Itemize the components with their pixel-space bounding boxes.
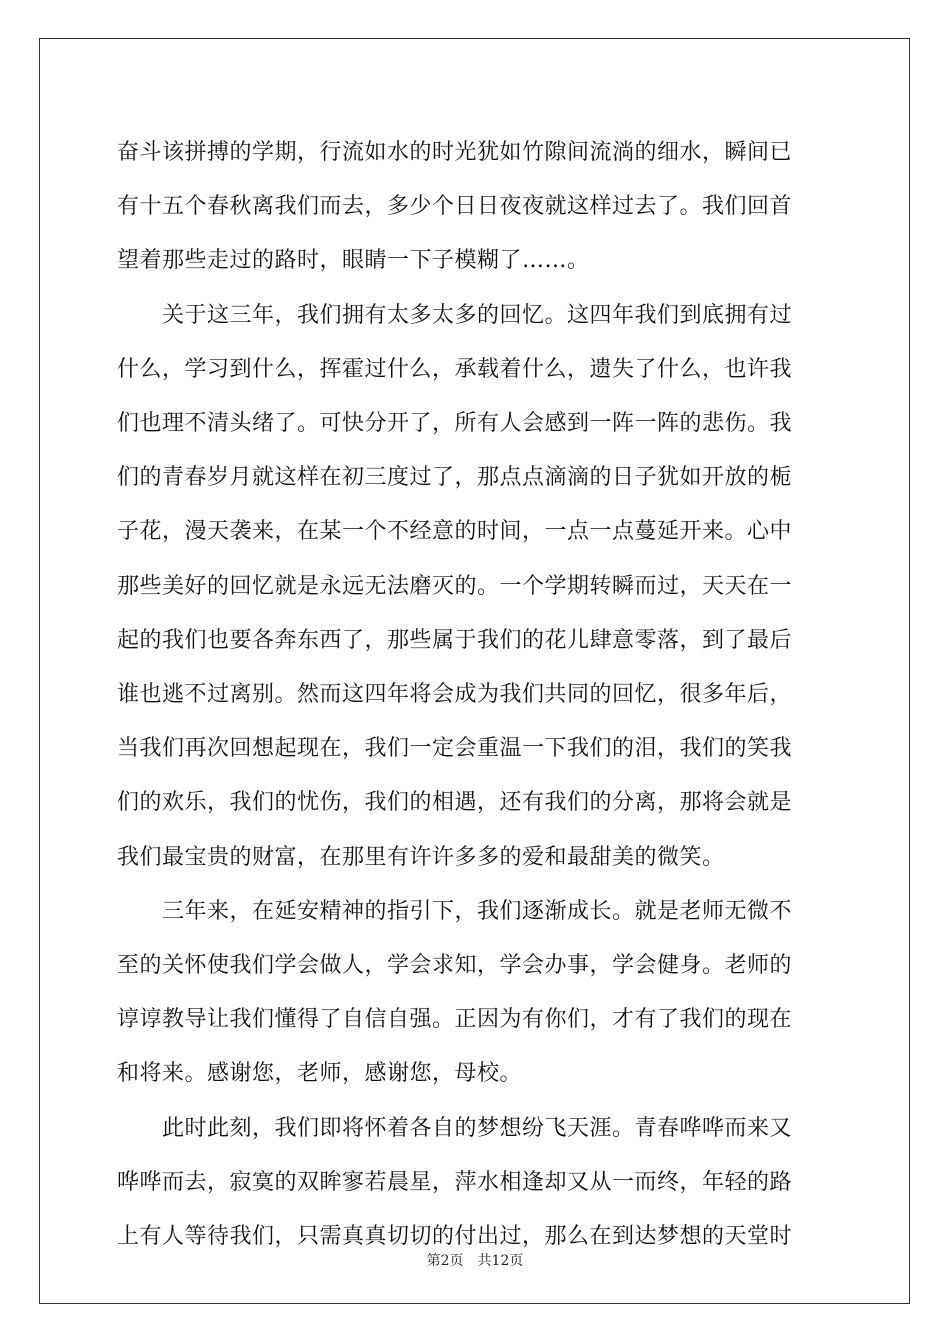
text-line: 望着那些走过的路时，眼睛一下子模糊了……。 — [117, 248, 590, 273]
text-line: 关于这三年，我们拥有太多太多的回忆。这四年我们到底拥有过 — [117, 303, 793, 328]
text-line: 们也理不清头绪了。可快分开了，所有人会感到一阵一阵的悲伤。我 — [117, 411, 793, 436]
text-line: 子花，漫天袭来，在某一个不经意的时间，一点一点蔓延开来。心中 — [117, 519, 793, 544]
text-line: 奋斗该拼搏的学期，行流如水的时光犹如竹隙间流淌的细水，瞬间已 — [117, 140, 793, 165]
text-line: 至的关怀使我们学会做人，学会求知，学会办事，学会健身。老师的 — [117, 953, 793, 978]
text-line: 谁也逃不过离别。然而这四年将会成为我们共同的回忆，很多年后， — [117, 682, 793, 707]
total-pages: 共12页 — [477, 1253, 524, 1269]
text-line: 和将来。感谢您，老师，感谢您，母校。 — [117, 1061, 523, 1086]
text-line: 当我们再次回想起现在，我们一定会重温一下我们的泪，我们的笑我 — [117, 736, 793, 761]
page-footer — [0, 1250, 950, 1270]
text-line: 那些美好的回忆就是永远无法磨灭的。一个学期转瞬而过，天天在一 — [117, 574, 793, 599]
text-line: 有十五个春秋离我们而去，多少个日日夜夜就这样过去了。我们回首 — [117, 194, 793, 219]
page-number: 第2页 — [426, 1253, 464, 1269]
text-line: 们的青春岁月就这样在初三度过了，那点点滴滴的日子犹如开放的栀 — [117, 465, 793, 490]
text-line: 谆谆教导让我们懂得了自信自强。正因为有你们，才有了我们的现在 — [117, 1007, 793, 1032]
text-line: 起的我们也要各奔东西了，那些属于我们的花儿肆意零落，到了最后 — [117, 628, 793, 653]
text-line: 三年来，在延安精神的指引下，我们逐渐成长。就是老师无微不 — [117, 899, 793, 924]
text-line: 什么，学习到什么，挥霍过什么，承载着什么，遗失了什么，也许我 — [117, 357, 793, 382]
text-line: 哗哗而去，寂寞的双眸寥若晨星，萍水相逢却又从一而终，年轻的路 — [117, 1170, 793, 1195]
text-line: 们的欢乐，我们的忧伤，我们的相遇，还有我们的分离，那将会就是 — [117, 790, 793, 815]
text-line: 此时此刻，我们即将怀着各自的梦想纷飞天涯。青春哗哗而来又 — [117, 1116, 793, 1141]
text-line: 上有人等待我们，只需真真切切的付出过，那么在到达梦想的天堂时 — [117, 1224, 793, 1249]
text-line: 我们最宝贵的财富，在那里有许许多多的爱和最甜美的微笑。 — [117, 845, 725, 870]
